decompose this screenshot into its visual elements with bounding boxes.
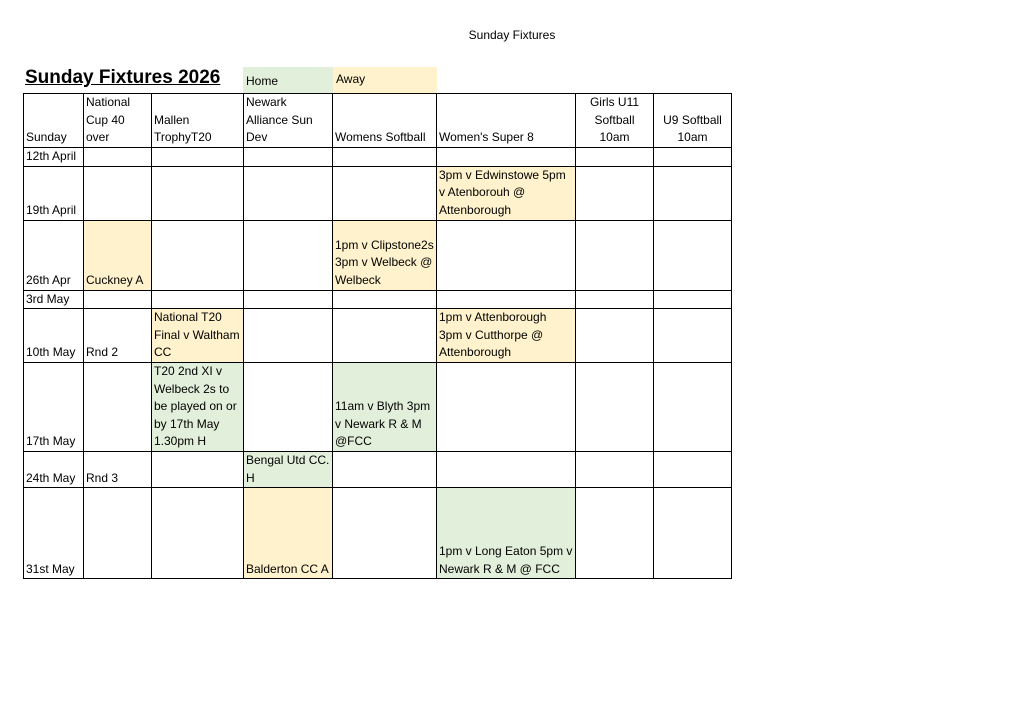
cell — [333, 451, 437, 487]
cell — [576, 362, 654, 451]
cell — [84, 166, 152, 220]
column-header-womens-super8: Women's Super 8 — [437, 94, 576, 148]
cell — [84, 488, 152, 579]
cell — [84, 362, 152, 451]
cell — [654, 362, 732, 451]
column-header-womens-softball: Womens Softball — [333, 94, 437, 148]
column-header-newark-alliance: Newark Alliance Sun Dev — [244, 94, 333, 148]
table-row — [24, 488, 732, 579]
table-row — [24, 148, 732, 167]
row-date: 3rd May — [24, 290, 84, 309]
cell — [654, 166, 732, 220]
cell — [576, 148, 654, 167]
row-date: 17th May — [24, 362, 84, 451]
cell — [437, 451, 576, 487]
cell — [576, 488, 654, 579]
cell — [576, 220, 654, 290]
cell — [654, 488, 732, 579]
cell — [576, 309, 654, 363]
cell — [152, 220, 244, 290]
cell — [152, 488, 244, 579]
cell — [333, 309, 437, 363]
legend-away: Away — [333, 67, 437, 93]
page-title: Sunday Fixtures 2026 — [25, 67, 221, 88]
cell — [152, 166, 244, 220]
cell — [244, 362, 333, 451]
cell — [152, 148, 244, 167]
cell — [654, 309, 732, 363]
fixture-cell: T20 2nd XI v Welbeck 2s to be played on or by 17th May 1.30pm H — [152, 362, 244, 451]
row-date: 19th April — [24, 166, 84, 220]
column-header-mallen-trophy: Mallen TrophyT20 — [152, 94, 244, 148]
cell — [333, 148, 437, 167]
row-date: 12th April — [24, 148, 84, 167]
column-header-sunday: Sunday — [24, 94, 84, 148]
cell — [576, 451, 654, 487]
row-date: 26th Apr — [24, 220, 84, 290]
cell — [244, 290, 333, 309]
cell — [654, 148, 732, 167]
cell — [437, 148, 576, 167]
cell — [152, 290, 244, 309]
page-header: Sunday Fixtures — [468, 28, 556, 42]
cell — [244, 220, 333, 290]
table-row — [24, 220, 732, 290]
row-date: 31st May — [24, 488, 84, 579]
table-row — [24, 290, 732, 309]
cell — [437, 220, 576, 290]
fixture-cell: 11am v Blyth 3pm v Newark R & M @FCC — [333, 362, 437, 451]
cell — [84, 290, 152, 309]
header-row — [24, 94, 732, 148]
cell — [333, 488, 437, 579]
fixture-cell: 1pm v Attenborough 3pm v Cutthorpe @ Attenborough — [437, 309, 576, 363]
fixture-cell: Cuckney A — [84, 220, 152, 290]
cell — [244, 148, 333, 167]
cell — [333, 166, 437, 220]
fixture-cell: Rnd 3 — [84, 451, 152, 487]
cell — [244, 166, 333, 220]
fixture-cell: 3pm v Edwinstowe 5pm v Atenborouh @ Attenborough — [437, 166, 576, 220]
cell — [576, 290, 654, 309]
row-date: 10th May — [24, 309, 84, 363]
fixture-cell: Bengal Utd CC. H — [244, 451, 333, 487]
fixture-cell: National T20 Final v Waltham CC — [152, 309, 244, 363]
fixture-cell: Rnd 2 — [84, 309, 152, 363]
cell — [654, 451, 732, 487]
legend-home: Home — [243, 67, 333, 93]
cell — [576, 166, 654, 220]
column-header-national-cup: National Cup 40 over — [84, 94, 152, 148]
cell — [654, 290, 732, 309]
fixture-cell: Balderton CC A — [244, 488, 333, 579]
cell — [437, 290, 576, 309]
fixtures-table — [23, 93, 732, 579]
table-row — [24, 166, 732, 220]
fixture-cell: 1pm v Clipstone2s 3pm v Welbeck @ Welbeck — [333, 220, 437, 290]
table-row — [24, 451, 732, 487]
column-header-u9-softball: U9 Softball 10am — [654, 94, 732, 148]
cell — [333, 290, 437, 309]
fixture-cell: 1pm v Long Eaton 5pm v Newark R & M @ FCC — [437, 488, 576, 579]
cell — [84, 148, 152, 167]
cell — [152, 451, 244, 487]
column-header-girls-u11: Girls U11 Softball 10am — [576, 94, 654, 148]
cell — [244, 309, 333, 363]
table-row — [24, 309, 732, 363]
cell — [654, 220, 732, 290]
row-date: 24th May — [24, 451, 84, 487]
cell — [437, 362, 576, 451]
table-row — [24, 362, 732, 451]
